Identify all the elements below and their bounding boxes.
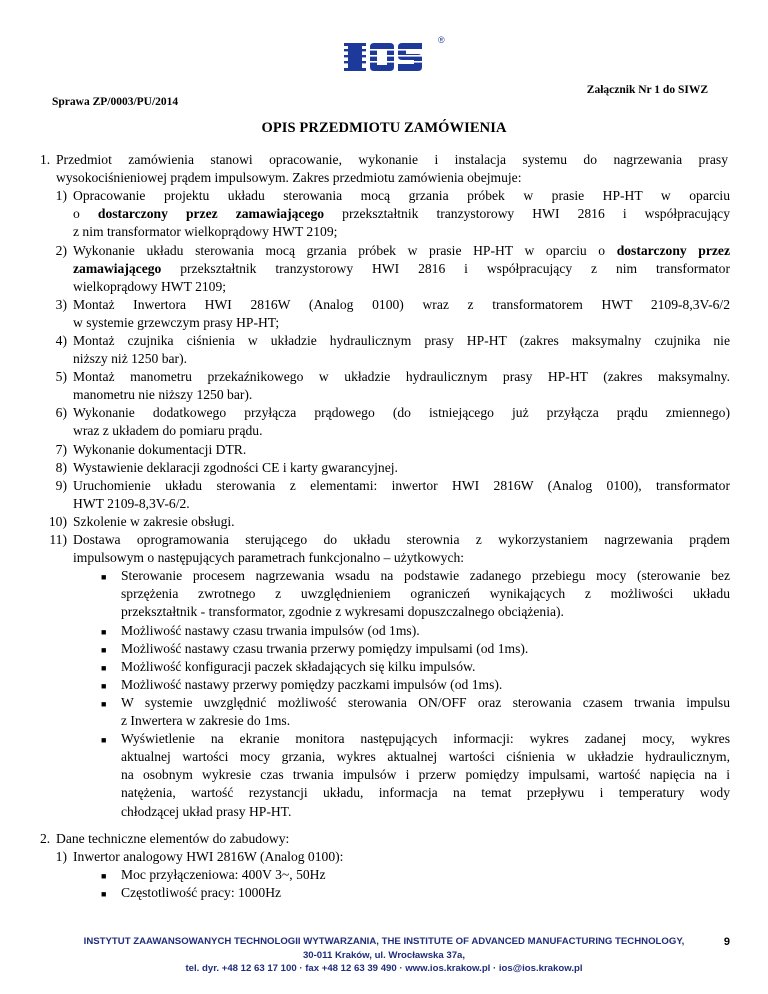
list-item-number: 1) [55, 848, 67, 864]
bullet-item-line: na osobnym wykresie czas trwania impulsów i przerw pomiędzy impulsami, wartość napięcia na i [121, 767, 730, 783]
list-item-line: Inwertor analogowy HWI 2816W (Analog 0100): [73, 848, 344, 864]
section-number: 2. [40, 830, 51, 846]
list-item-line: Montaż czujnika ciśnienia w układzie hydraulicznym prasy HP-HT (zakres maksymalny czujnika nie [73, 333, 730, 348]
list-item-number: 9) [55, 477, 67, 493]
bullet-item-line: Moc przyłączeniowa: 400V 3~, 50Hz [121, 866, 326, 882]
bullet-item-line: Możliwość nastawy czasu trwania impulsów (od 1ms). [121, 622, 420, 638]
bullet-item-line: chłodzącej układ prasy HP-HT. [121, 803, 292, 819]
list-item-number: 8) [55, 459, 67, 475]
square-bullet-icon: ■ [101, 644, 107, 655]
list-item-number: 2) [55, 242, 67, 258]
list-item-line: Dostawa oprogramowania sterującego do układu sterownia z wykorzystaniem nagrzewania prądem [73, 532, 730, 548]
bullet-item-line: Możliwość nastawy czasu trwania przerwy pomiędzy impulsami (od 1ms). [121, 640, 529, 656]
bullet-item-line: aktualnej wartości mocy grzania, wykres aktualnej wartości ciśnienia w układzie hydraulicznym, [121, 749, 730, 765]
bullet-item-line: przekształtnik - transformator, zgodnie z wykresami dopuszczalnego obciążenia). [121, 604, 564, 620]
ios-logo-graphic [344, 37, 444, 73]
square-bullet-icon: ■ [101, 870, 107, 881]
list-item-line: Montaż Inwertora HWI 2816W (Analog 0100) wraz z transformatorem HWT 2109-8,3V-6/2 [73, 296, 730, 312]
square-bullet-icon: ■ [101, 889, 107, 899]
section-intro-line: Dane techniczne elementów do zabudowy: [56, 830, 290, 846]
section-intro-line: wysokociśnieniowej prądem impulsowym. Zakres przedmiotu zamówienia obejmuje: [56, 170, 522, 186]
bullet-item-line: Częstotliwość pracy: 1000Hz [121, 885, 282, 900]
list-item-line: w systemie grzewczym prasy HP-HT; [73, 314, 280, 330]
list-item-number: 5) [55, 369, 67, 385]
bullet-item-line: Sterowanie procesem nagrzewania wsadu na podstawie zadanego przebiegu mocy (sterowanie bez [121, 568, 730, 584]
page-number: 9 [723, 936, 730, 948]
bullet-item-line: sprzężenia zwrotnego z uwzględnieniem ograniczeń wynikających z możliwości układu [121, 586, 730, 602]
case-number: Sprawa ZP/0003/PU/2014 [52, 96, 179, 108]
list-item-line: HWT 2109-8,3V-6/2. [73, 495, 190, 511]
list-item-line: z nim transformator wielkoprądowy HWT 2109; [73, 224, 338, 240]
list-item-line: Montaż manometru przekaźnikowego w układzie hydraulicznym prasy HP-HT (zakres maksymalny. [73, 369, 730, 385]
bullet-item-line: natężenia, wartość rezystancji układu, informacja na temat przepływu i temperatury wody [121, 785, 730, 801]
list-item-number: 1) [55, 188, 67, 204]
bullet-item-line: Wyświetlenie na ekranie monitora następujących informacji: wykres zadanej mocy, wykres [121, 731, 730, 747]
footer [0, 935, 768, 976]
footer-address: 30-011 Kraków, ul. Wrocławska 37a, [302, 949, 466, 961]
square-bullet-icon: ■ [101, 626, 107, 637]
list-item-number: 10) [48, 514, 67, 529]
list-item-line: Uruchomienie układu sterowania z elementami: inwertor HWI 2816W (Analog 0100), transformator [73, 477, 730, 493]
square-bullet-icon: ■ [101, 680, 107, 691]
square-bullet-icon: ■ [101, 699, 107, 709]
square-bullet-icon: ■ [101, 662, 107, 673]
list-item-line: wielkoprądowy HWT 2109; [73, 278, 227, 294]
bullet-item-line: z Inwertera w zakresie do 1ms. [121, 713, 291, 729]
list-item-line: manometru nie niższy 1250 bar). [73, 387, 253, 403]
list-item-line: Szkolenie w zakresie obsługi. [73, 514, 235, 529]
list-item-line: niższy niż 1250 bar). [73, 351, 188, 367]
square-bullet-icon: ■ [101, 735, 107, 746]
list-item-line: impulsowym o następujących parametrach funkcjonalno – użytkowych: [73, 550, 465, 566]
list-item-number: 7) [55, 441, 67, 457]
list-item-line: Wykonanie dodatkowego przyłącza prądowego (do istniejącego już przyłącza prądu zmiennego) [73, 405, 730, 421]
bullet-item-line: Możliwość konfiguracji paczek składających się kilku impulsów. [121, 658, 476, 674]
list-item-line: Wystawienie deklaracji zgodności CE i karty gwarancyjnej. [73, 459, 398, 475]
section-intro-line: Przedmiot zamówienia stanowi opracowanie, wykonanie i instalacja systemu do nagrzewania prasy [56, 152, 728, 167]
document-title: OPIS PRZEDMIOTU ZAMÓWIENIA [261, 120, 507, 136]
list-item-line: zamawiającego przekształtnik tranzystorowy HWI 2816 i współpracujący z nim transformator [73, 260, 730, 276]
square-bullet-icon: ■ [101, 572, 107, 583]
section-number: 1. [40, 152, 51, 167]
list-item-line: o dostarczony przez zamawiającego przekształtnik tranzystorowy HWI 2816 i współpracujący [73, 206, 730, 222]
list-item-number: 6) [55, 405, 67, 421]
list-item-number: 11) [49, 532, 67, 548]
list-item-number: 3) [55, 296, 67, 312]
footer-contact: tel. dyr. +48 12 63 17 100 · fax +48 12 63 39 490 · www.ios.krakow.pl · ios@ios.krakow.pl [185, 963, 583, 974]
bullet-item-line: W systemie uwzględnić możliwość sterowania ON/OFF oraz sterowania czasem trwania impulsu [121, 695, 730, 710]
footer-institute: INSTYTUT ZAAWANSOWANYCH TECHNOLOGII WYTWARZANIA, THE INSTITUTE OF ADVANCED MANUFACTURING TECHNOLOGY, [83, 936, 685, 947]
annex-label: Załącznik Nr 1 do SIWZ [586, 84, 708, 96]
list-item-line: Wykonanie dokumentacji DTR. [73, 441, 247, 457]
ios-logo [344, 37, 444, 73]
list-item-line: wraz z układem do pomiaru prądu. [73, 423, 263, 439]
list-item-line: Opracowanie projektu układu sterowania mocą grzania próbek w prasie HP-HT w oparciu [73, 188, 730, 204]
list-item-line: Wykonanie układu sterowania mocą grzania próbek w prasie HP-HT w oparciu o dostarczony przez [73, 242, 730, 258]
bullet-item-line: Możliwość nastawy przerwy pomiędzy paczkami impulsów (od 1ms). [121, 676, 503, 692]
registered-mark: ® [438, 35, 445, 45]
list-item-number: 4) [55, 333, 67, 348]
